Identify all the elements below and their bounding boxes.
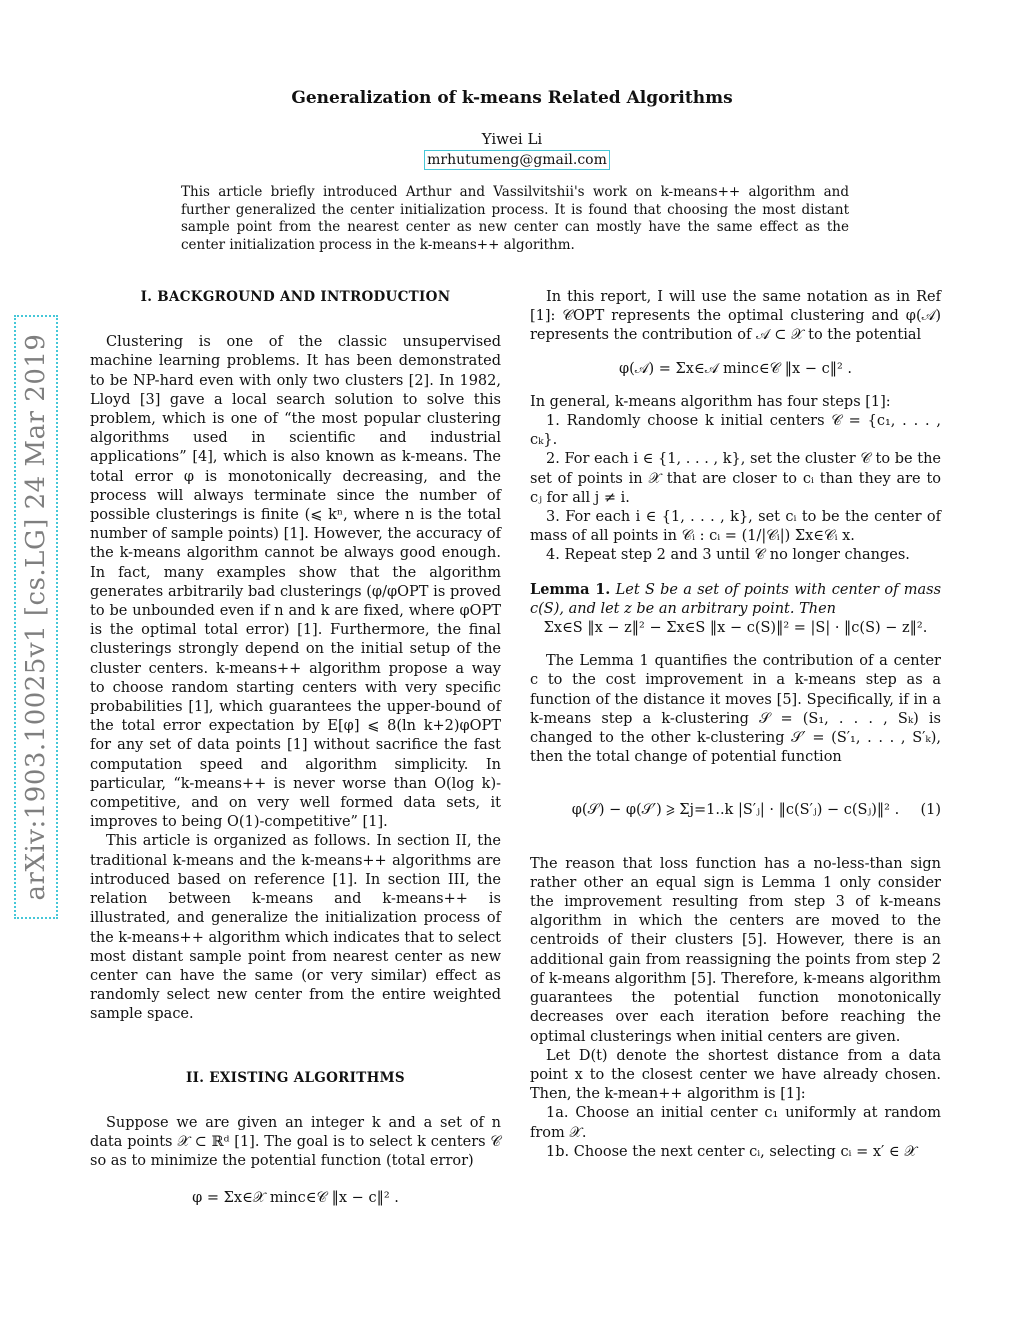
- lemma-1: [530, 580, 941, 619]
- kmeans-step-2: 2. For each i ∈ {1, . . . , k}, set the cluster 𝒞 to be the set of points in 𝒳 that are closer to cᵢ than they are to cⱼ for all j ≠ i.: [530, 451, 941, 506]
- author-email-link[interactable]: mrhutumeng@gmail.com: [424, 150, 610, 170]
- lemma-text: Let S be a set of points with center of mass c(S), and let z be an arbitrary point. Then: [530, 581, 942, 617]
- phi-A-equation: φ(𝒜) = Σx∈𝒜 minc∈𝒞 ‖x − c‖² .: [619, 360, 852, 377]
- lemma-label: Lemma 1.: [530, 580, 611, 598]
- existing-algorithms-paragraph: Suppose we are given an integer k and a set of n data points 𝒳 ⊂ ℝᵈ [1]. The goal is to select k centers 𝒞 so as to minimize the potential function (total error): [90, 1114, 501, 1170]
- equation-1: [530, 801, 941, 820]
- lemma-discussion-paragraph: The Lemma 1 quantifies the contribution of a center c to the cost improvement in a k-means step as a function of the distance it moves [5]. Specifically, if in a k-means step a k-clustering 𝒮 = (S₁, . . . , Sₖ) is changed to the other k-clustering 𝒮′ = (S′₁, . . . , S′ₖ), then the total change of potential function: [530, 653, 941, 766]
- notation-paragraph: In this report, I will use the same notation as in Ref [1]: 𝒞OPT represents the optimal clustering and φ(𝒜) represents the contribution of 𝒜 ⊂ 𝒳 to the potential: [530, 289, 941, 344]
- distance-definition-paragraph: Let D(t) denote the shortest distance from a data point x to the closest center we have already chosen. Then, the k-mean++ algorithm is [1]:: [530, 1047, 941, 1103]
- right-column: [530, 288, 941, 1162]
- section-heading-2: II. EXISTING ALGORITHMS: [186, 1069, 405, 1086]
- kmeanspp-step-1a: 1a. Choose an initial center c₁ uniformly at random from 𝒳.: [530, 1105, 941, 1141]
- potential-function-equation: φ = Σx∈𝒳 minc∈𝒞 ‖x − c‖² .: [192, 1190, 399, 1207]
- kmeans-step-1: 1. Randomly choose k initial centers 𝒞 = {c₁, . . . , cₖ}.: [530, 413, 941, 449]
- paper-title: Generalization of k-means Related Algorithms: [291, 88, 733, 108]
- left-column: [90, 288, 501, 1209]
- lemma-equation: Σx∈S ‖x − z‖² − Σx∈S ‖x − c(S)‖² = |S| · ‖c(S) − z‖².: [543, 620, 928, 637]
- author-name: Yiwei Li: [481, 130, 543, 148]
- kmeans-steps-intro: In general, k-means algorithm has four steps [1]:: [530, 393, 891, 410]
- arxiv-stamp: [14, 315, 58, 919]
- section-heading-1: I. BACKGROUND AND INTRODUCTION: [140, 289, 451, 305]
- kmeans-step-4: 4. Repeat step 2 and 3 until 𝒞 no longer changes.: [546, 547, 910, 564]
- loss-function-paragraph: The reason that loss function has a no-less-than sign rather other an equal sign is Lemma 1 only consider the improvement resulting from step 3 of k-means algorithm in which the centers are moved to the centroids of their clusters [5]. However, there is an additional gain from reassigning the points from step 2 of k-means algorithm [5]. Therefore, k-means algorithm guarantees the potential function monotonically decreases over each iteration before reaching the optimal clusterings when initial centers are given.: [530, 855, 941, 1045]
- intro-paragraph-1: Clustering is one of the classic unsupervised machine learning problems. It has been demonstrated to be NP-hard even with only two clusters [2]. In 1982, Lloyd [3] gave a local search solution to solve this problem, which is one of “the most popular clustering algorithms used in scientific and industrial applications” [4], which is also known as k-means. The total error φ is monotonically decreasing, and the process will always terminate since the number of possible clusterings is finite (⩽ kⁿ, where n is the total number of sample points) [1]. However, the accuracy of the k-means algorithm cannot be always good enough. In fact, many examples show that the algorithm generates arbitrarily bad clusterings (φ/φOPT is proved to be unbounded even if n and k are fixed, where φOPT is the optimal total error) [1]. Furthermore, the final clusterings strongly depend on the initial setup of the cluster centers. k-means++ algorithm propose a way to choose random starting centers with very specific probabilities [1], which guarantees the upper-bound of the total error expectation by E[φ] ⩽ 8(ln k+2)φOPT for any set of data points [1] without sacrifice the fast computation speed and algorithm simplicity. In particular, “k-means++ is never worse than O(log k)-competitive, and on very well formed data sets, it improves to being O(1)-competitive” [1].: [90, 334, 501, 831]
- kmeans-step-3: 3. For each i ∈ {1, . . . , k}, set cᵢ to be the center of mass of all points in 𝒞ᵢ : cᵢ = (1/|𝒞ᵢ|) Σx∈𝒞ᵢ x.: [530, 509, 941, 545]
- equation-1-body: φ(𝒮) − φ(𝒮′) ⩾ Σj=1..k |S′ⱼ| · ‖c(S′ⱼ) − c(Sⱼ)‖² .: [571, 802, 900, 819]
- equation-1-number: (1): [920, 802, 941, 819]
- abstract: This article briefly introduced Arthur and Vassilvitshii's work on k-means++ algorithm and further generalized the center initialization process. It is found that choosing the most distant sample point from the nearest center as new center can mostly have the same effect as the center initialization process in the k-means++ algorithm.: [181, 184, 849, 253]
- kmeanspp-step-1b: 1b. Choose the next center cᵢ, selecting cᵢ = x′ ∈ 𝒳: [546, 1143, 917, 1160]
- arxiv-id: arXiv:1903.10025v1 [cs.LG] 24 Mar 2019: [21, 333, 51, 901]
- intro-paragraph-2: This article is organized as follows. In section II, the traditional k-means and the k-means++ algorithms are introduced based on reference [1]. In section III, the relation between k-means and k-means++ is illustrated, and generalize the initialization process of the k-means++ algorithm which indicates that to select most distant sample point from nearest center as new center can have the same (or very similar) effect as randomly select new center from the entire weighted sample space.: [90, 833, 502, 1023]
